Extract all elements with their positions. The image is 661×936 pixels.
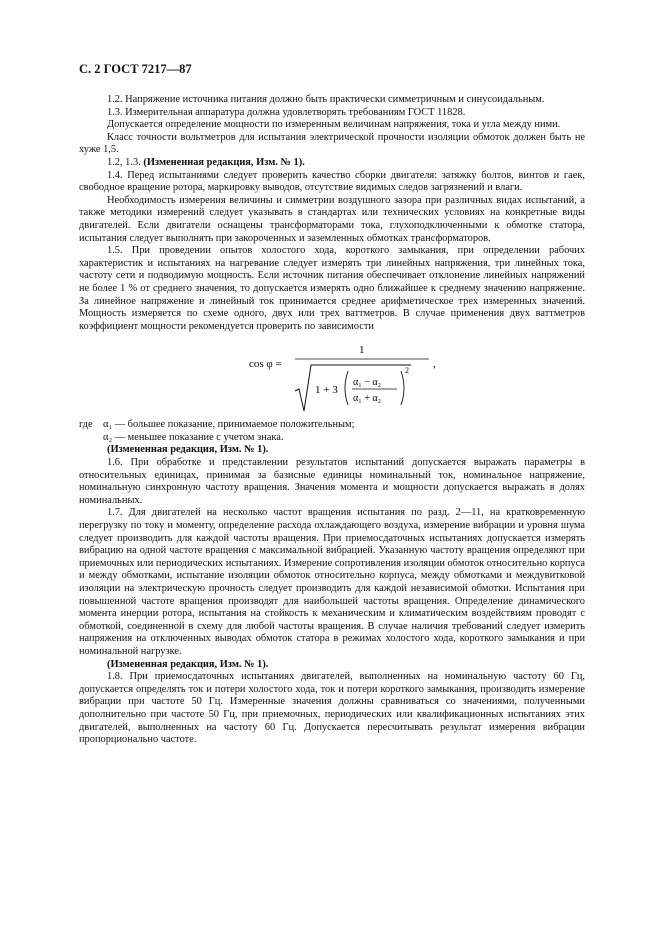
- formula-exponent: 2: [405, 366, 409, 376]
- revision-note-3: [79, 659, 585, 672]
- alpha2-definition: [79, 432, 585, 445]
- symbol-definitions: [79, 419, 585, 444]
- power-factor-formula: [79, 333, 585, 419]
- formula-graphic: [249, 333, 449, 419]
- paragraph-1-4: 1.4. Перед испытаниями следует проверить качество сборки двигателя: затяжку болтов, винтов и гаек, свободное вращение ротора, маркировку выводов, отсутствие видимых следов загрязнений и влаги.: [79, 169, 585, 194]
- paragraph-1-4-airgap: Необходимость измерения величины и симметрии воздушного зазора при различных видах испытаний, а также методики измерений следует указывать в стандартах или технических условиях на конкретные виды двигателей. Если двигатели оснащены трансформаторами тока, глухоподключенными к обмотке статора, испытания следует выполнять при закороченных и заземленных обмотках трансформаторов.: [79, 194, 585, 244]
- left-paren: [345, 371, 348, 405]
- formula-numerator: 1: [359, 344, 365, 357]
- paragraph-1-2: 1.2. Напряжение источника питания должно быть практически симметричным и синусоидальным.: [107, 94, 545, 105]
- alpha2-description: — меньшее показание с учетом знака.: [114, 431, 284, 443]
- alpha2-symbol: α₂: [103, 431, 113, 443]
- paragraph-1-3-voltmeter: Класс точности вольтметров для испытания электрической прочности изоляции обмоток должен быть не хуже 1,5.: [79, 131, 585, 156]
- formula-lhs: cos φ =: [249, 358, 282, 371]
- fraction-denominator: α₁ + α₂: [353, 393, 382, 405]
- paragraph-1-3-power: Допускается определение мощности по измеренным величинам напряжения, тока и угла между ними.: [107, 119, 561, 131]
- alpha1-definition: [79, 419, 585, 432]
- formula-one-plus-three: 1 + 3: [315, 384, 338, 397]
- paragraph-1-5: 1.5. При проведении опытов холостого хода, короткого замыкания, при определении рабочих характеристик и испытаниях на нагревание следует измерять три линейных напряжения, три линейных тока, частоту сети и подводимую мощность. Если источник питания обеспечивает отклонение линейных напряжений не более 1 % от среднего значения, то допускается измерять одно ближайшее к среднему значению напряжение. За линейное напряжение и линейный ток принимается среднее арифметическое трех измеренных значений. Мощность измеряется по схеме одного, двух или трех ваттметров. В случае применения двух ваттметров коэффициент мощности рекомендуется проверить по зависимости: [79, 245, 585, 332]
- paragraph-1-3: 1.3. Измерительная аппаратура должна удовлетворять требованиям ГОСТ 11828.: [107, 106, 466, 118]
- alpha1-description: — большее показание, принимаемое положительным;: [114, 419, 355, 431]
- where-label: где: [79, 419, 93, 431]
- alpha1-symbol: α₁: [103, 419, 113, 431]
- revision-note-2-text: (Измененная редакция, Изм. № 1).: [107, 444, 269, 456]
- page-header: С. 2 ГОСТ 7217—87: [79, 62, 192, 76]
- revision-note-1: [79, 157, 585, 170]
- revision-note-1-items: 1.2, 1.3.: [107, 156, 141, 168]
- formula-trailing-comma: ,: [433, 358, 436, 371]
- fraction-numerator: α₁ − α₂: [353, 377, 382, 389]
- sqrt-sign: [295, 365, 411, 411]
- paragraph-1-7: 1.7. Для двигателей на несколько частот вращения испытания по разд. 2—11, на кратковременную перегрузку по току и моменту, определение расхода охлаждающего воздуха, измерение вибрации и уровня шума следует производить для каждой частоты вращения. При приемосдаточных испытаниях допускается измерять вибрацию на одной частоте вращения с максимальной вибрацией. Указанную частоту вращения определяют при приемочных или периодических испытаниях. Измерение сопротивления изоляции обмоток относительно корпуса и между обмотками, испытание изоляции обмоток относительно корпуса, между обмотками и междувитковой изоляции на электрическую прочность следует производить для каждой независимой обмотки. Испытания при повышенной частоте вращения производят для наибольшей частоты вращения. Определение динамического момента инерции ротора, испытания на стойкость к механическим и климатическим воздействиям проводят с обмоткой, соединенной в схему для любой частоты вращения. В случае наличия требований следует измерить напряжения на отключенных выводах обмоток статора в режимах холостого хода, короткого замыкания и при номинальной нагрузке.: [79, 507, 585, 657]
- revision-note-3-text: (Измененная редакция, Изм. № 1).: [107, 658, 269, 670]
- document-body: [79, 94, 585, 747]
- paragraph-1-8: 1.8. При приемосдаточных испытаниях двигателей, выполненных на номинальную частоту 60 Гц, допускается определять ток и потери холостого хода, ток и потери короткого замыкания, производить измерение вибрации при частоте 50 Гц. Измеренные значения должны сравниваться со значениями, полученными дополнительно при частоте 50 Гц, при приемочных, периодических или квалификационных испытаниях этих двигателей, выполненных на частоту 60 Гц. Допускается пересчитывать результат измерения вибрации пропорционально частоте.: [79, 671, 585, 746]
- revision-note-2: [79, 444, 585, 457]
- revision-note-1-text: (Измененная редакция, Изм. № 1).: [143, 156, 305, 168]
- right-paren: [401, 371, 404, 405]
- paragraph-1-6: 1.6. При обработке и представлении результатов испытаний допускается выражать параметры в относительных единицах, принимая за базисные единицы номинальный ток, номинальное напряжение, номинальную синхронную частоту вращения. Значения момента и мощности допускается выражать в долях номинальных.: [79, 457, 585, 506]
